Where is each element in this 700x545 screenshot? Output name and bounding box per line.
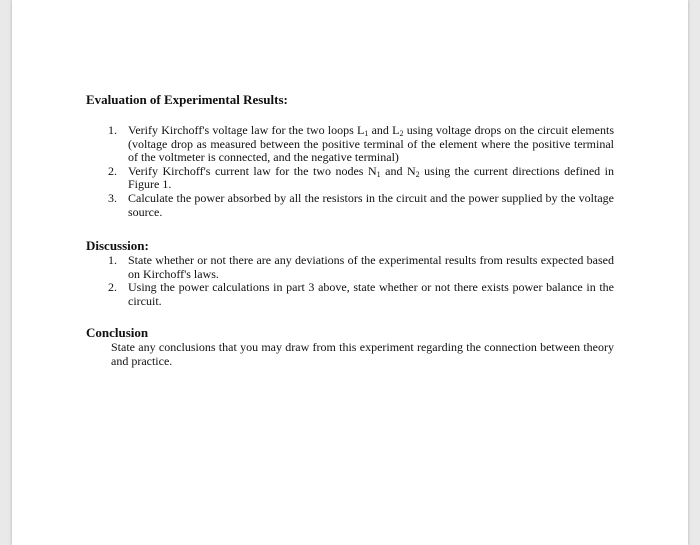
list-item bbox=[108, 254, 614, 281]
conclusion-heading: Conclusion bbox=[86, 325, 149, 340]
evaluation-heading: Evaluation of Experimental Results: bbox=[86, 92, 288, 107]
item-number: 1. bbox=[108, 123, 117, 137]
item-text: State whether or not there are any deviations of the experimental results from results expected based on Kirchoff's laws. bbox=[128, 253, 614, 281]
discussion-heading: Discussion: bbox=[86, 238, 149, 253]
evaluation-list bbox=[108, 124, 614, 219]
list-item bbox=[108, 165, 614, 192]
conclusion-text: State any conclusions that you may draw from this experiment regarding the connection between theory and practice. bbox=[111, 340, 614, 368]
document-page bbox=[12, 0, 688, 545]
item-number: 2. bbox=[108, 163, 117, 178]
item-text: Calculate the power absorbed by all the resistors in the circuit and the power supplied by the voltage source. bbox=[128, 190, 614, 219]
discussion-list bbox=[108, 254, 614, 308]
item-text: Verify Kirchoff's voltage law for the two loops $L_1$ and $L_2$ using voltage drops on the circuit elements (voltage drop as measured between the positive terminal of the element where the positive terminal of the voltmeter is connected, and the negative terminal) bbox=[128, 123, 614, 165]
item-text: Verify Kirchoff's current law for the two nodes $N_1$ and $N_2$ using the current directions defined in Figure 1. bbox=[128, 163, 614, 192]
item-text: Using the power calculations in part 3 above, state whether or not there exists power balance in the circuit. bbox=[128, 280, 614, 308]
list-item bbox=[108, 124, 614, 165]
list-item bbox=[108, 192, 614, 219]
list-item bbox=[108, 281, 614, 308]
item-number: 3. bbox=[108, 190, 117, 205]
item-number: 2. bbox=[108, 280, 117, 295]
item-number: 1. bbox=[108, 253, 117, 267]
